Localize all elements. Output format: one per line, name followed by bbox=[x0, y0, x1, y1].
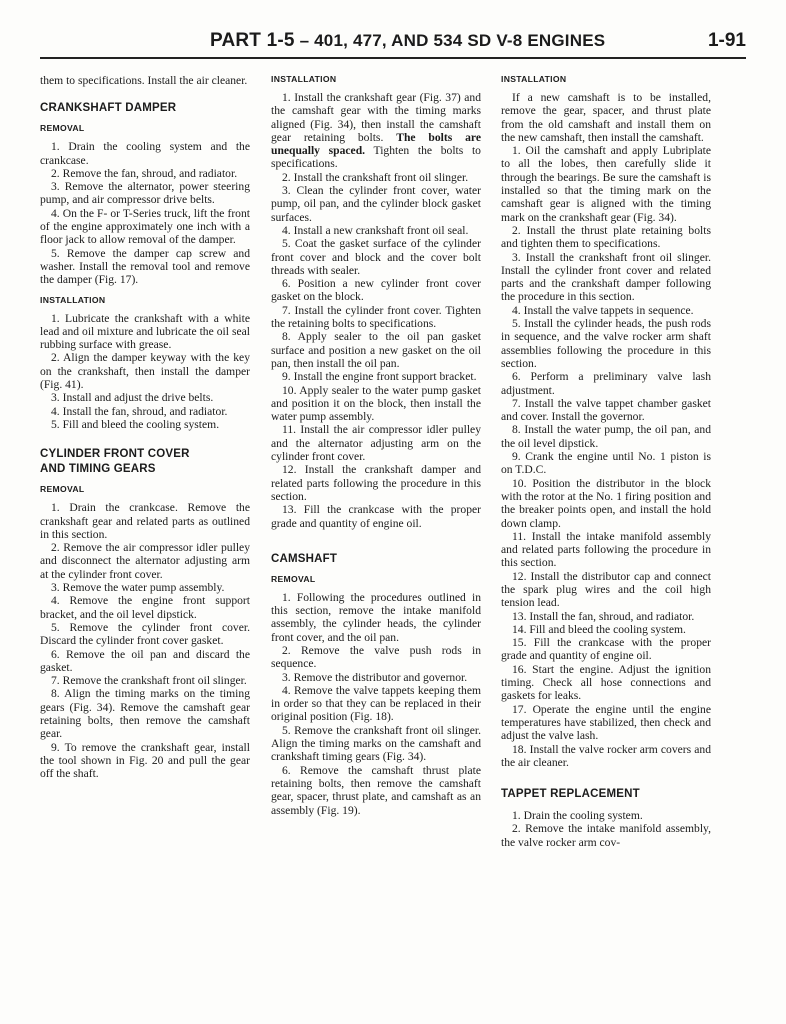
step: 12. Install the distributor cap and connect the spark plug wires and the coil high tension lead. bbox=[501, 569, 711, 610]
step: 3. Install the crankshaft front oil slinger. Install the cylinder front cover and related parts and the crankshaft damper following the procedure in this section. bbox=[501, 250, 711, 304]
section-title-line: AND TIMING GEARS bbox=[40, 463, 156, 476]
step: 5. Fill and bleed the cooling system. bbox=[51, 417, 220, 431]
step: 3. Install and adjust the drive belts. bbox=[51, 391, 214, 405]
step: 3. Remove the alternator, power steering pump, and air compressor drive belts. bbox=[40, 180, 250, 207]
step: 5. Remove the cylinder front cover. Discard the cylinder front cover gasket. bbox=[40, 620, 250, 648]
step: 1. Following the procedures outlined in this section, remove the intake manifold assembly, the cylinder heads, the cylinder front cover, and the oil pan. bbox=[271, 590, 481, 644]
step: 11. Install the air compressor idler pulley and the alternator adjusting arm on the cylinder front cover. bbox=[271, 423, 481, 464]
step: 8. Align the timing marks on the timing gears (Fig. 34). Remove the camshaft gear retaining bolts, then remove the camshaft gear. bbox=[40, 687, 250, 741]
step: 1. Oil the camshaft and apply Lubriplate to all the lobes, then carefully slide it through the bearings. Be sure the camshaft is installed so that the timing mark on the camshaft gear is aligned with the timing mark on the crankshaft gear (Fig. 34). bbox=[501, 144, 711, 224]
step: 1. Drain the crankcase. Remove the crankshaft gear and related parts as outlined in this section. bbox=[40, 501, 250, 541]
step: 3. Remove the distributor and governor. bbox=[282, 670, 468, 684]
paragraph: them to specifications. Install the air cleaner. bbox=[40, 74, 248, 87]
column-1 bbox=[40, 74, 250, 780]
paragraph: If a new camshaft is to be installed, remove the gear, spacer, and thrust plate from the old camshaft and install them on the new camshaft, then install the camshaft. bbox=[501, 91, 711, 144]
step: 6. Remove the oil pan and discard the gasket. bbox=[40, 647, 250, 674]
step: 15. Fill the crankcase with the proper grade and quantity of engine oil. bbox=[501, 636, 711, 663]
header-part: PART 1-5 bbox=[210, 30, 295, 51]
step: 1. Drain the cooling system and the crankcase. bbox=[40, 140, 250, 167]
subsection-removal: REMOVAL bbox=[40, 123, 85, 134]
step: 10. Position the distributor in the block with the rotor at the No. 1 firing position and the breaker points open, and install the hold down clamp. bbox=[501, 476, 711, 530]
step: 3. Remove the water pump assembly. bbox=[51, 581, 225, 595]
step: 2. Align the damper keyway with the key on the crankshaft, then install the damper (Fig. 41). bbox=[40, 351, 250, 392]
section-title-camshaft: CAMSHAFT bbox=[271, 552, 338, 565]
step: 6. Remove the camshaft thrust plate retaining bolts, then remove the camshaft gear, spacer, thrust plate, and camshaft as an assembly (Fig. 19). bbox=[271, 763, 481, 817]
step-text: 1. Install the crankshaft gear (Fig. 37) and the camshaft gear with the timing marks aligned (Fig. 34), then install the camshaft gear retaining bolts. bbox=[271, 91, 481, 144]
step: 13. Install the fan, shroud, and radiator. bbox=[512, 609, 695, 623]
step: 1. Lubricate the crankshaft with a white lead and oil mixture and lubricate the oil seal rubbing surface with grease. bbox=[40, 311, 250, 352]
step: 8. Install the water pump, the oil pan, and the oil level dipstick. bbox=[501, 423, 711, 450]
subsection-installation: INSTALLATION bbox=[501, 74, 567, 84]
section-title-line: CYLINDER FRONT COVER bbox=[40, 448, 190, 461]
column-3 bbox=[501, 74, 711, 849]
step: 6. Perform a preliminary valve lash adjustment. bbox=[501, 370, 711, 397]
step: 4. Install the valve tappets in sequence. bbox=[512, 303, 694, 317]
step: 5. Remove the damper cap screw and washer. Install the removal tool and remove the damper (Fig. 17). bbox=[40, 246, 250, 287]
step: 13. Fill the crankcase with the proper grade and quantity of engine oil. bbox=[271, 503, 481, 530]
step: 2. Remove the fan, shroud, and radiator. bbox=[51, 166, 238, 180]
subsection-removal: REMOVAL bbox=[40, 484, 85, 495]
step: 9. To remove the crankshaft gear, install the tool shown in Fig. 20 and pull the gear off the shaft. bbox=[40, 740, 250, 781]
header-rule bbox=[40, 57, 746, 59]
step: 6. Position a new cylinder front cover gasket on the block. bbox=[271, 277, 481, 304]
subsection-removal: REMOVAL bbox=[271, 573, 316, 584]
step: 5. Install the cylinder heads, the push rods in sequence, and the valve rocker arm shaft assemblies following the procedure in this section. bbox=[501, 317, 711, 370]
step: 5. Coat the gasket surface of the cylinder front cover and block and the cover bolt threads with sealer. bbox=[271, 237, 481, 277]
step: 2. Remove the air compressor idler pulley and disconnect the alternator adjusting arm at the cylinder front cover. bbox=[40, 541, 250, 581]
page-number: 1-91 bbox=[707, 30, 746, 51]
step: 2. Remove the valve push rods in sequence. bbox=[271, 643, 481, 671]
step bbox=[271, 91, 481, 171]
step-text: Tighten the bolts to specifications. bbox=[271, 144, 481, 171]
step: 12. Install the crankshaft damper and related parts following the procedure in this section. bbox=[271, 463, 481, 503]
step: 10. Apply sealer to the water pump gasket and position it on the block, then install the water pump assembly. bbox=[271, 383, 481, 424]
page-header bbox=[40, 30, 746, 54]
step: 17. Operate the engine until the engine temperatures have stabilized, then check and adjust the valve lash. bbox=[501, 702, 711, 743]
step: 7. Remove the crankshaft front oil slinger. bbox=[51, 674, 247, 688]
step: 7. Install the cylinder front cover. Tighten the retaining bolts to specifications. bbox=[271, 303, 481, 331]
step: 8. Apply sealer to the oil pan gasket surface and position a new gasket on the oil pan, then install the oil pan. bbox=[271, 330, 481, 370]
header-title bbox=[210, 30, 605, 52]
step: 4. On the F- or T-Series truck, lift the front of the engine approximately one inch with a floor jack to allow removal of the damper. bbox=[40, 206, 250, 247]
step: 16. Start the engine. Adjust the ignition timing. Check all hose connections and gaskets for leaks. bbox=[501, 662, 711, 703]
step: 5. Remove the crankshaft front oil slinger. Align the timing marks on the camshaft and crankshaft timing gears (Fig. 34). bbox=[271, 723, 481, 764]
step: 4. Install the fan, shroud, and radiator. bbox=[51, 404, 228, 418]
step: 4. Install a new crankshaft front oil seal. bbox=[282, 223, 469, 237]
step: 18. Install the valve rocker arm covers and the air cleaner. bbox=[501, 742, 711, 769]
step: 7. Install the valve tappet chamber gasket and cover. Install the governor. bbox=[501, 396, 711, 424]
step: 2. Install the thrust plate retaining bolts and tighten them to specifications. bbox=[501, 223, 711, 251]
step: 14. Fill and bleed the cooling system. bbox=[512, 622, 686, 636]
subsection-installation: INSTALLATION bbox=[271, 74, 337, 84]
header-subtitle: – 401, 477, AND 534 SD V-8 ENGINES bbox=[294, 31, 606, 50]
step: 9. Install the engine front support bracket. bbox=[282, 370, 477, 384]
step: 4. Remove the valve tappets keeping them in order so that they can be replaced in their original position (Fig. 18). bbox=[271, 683, 481, 724]
section-title-crankshaft-damper: CRANKSHAFT DAMPER bbox=[40, 102, 177, 115]
step: 1. Drain the cooling system. bbox=[512, 809, 643, 823]
column-2 bbox=[271, 74, 481, 817]
subsection-installation: INSTALLATION bbox=[40, 294, 106, 305]
step: 4. Remove the engine front support bracket, and the oil level dipstick. bbox=[40, 594, 250, 621]
section-title-cylinder-front-cover bbox=[40, 447, 250, 477]
step-emphasis: The bolts are unequally spaced. bbox=[271, 130, 481, 158]
step: 11. Install the intake manifold assembly and related parts following the procedure in this section. bbox=[501, 529, 711, 570]
step: 3. Clean the cylinder front cover, water pump, oil pan, and the cylinder block gasket surfaces. bbox=[271, 184, 481, 224]
section-title-tappet-replacement: TAPPET REPLACEMENT bbox=[501, 788, 640, 801]
step: 2. Remove the intake manifold assembly, the valve rocker arm cov- bbox=[501, 822, 711, 849]
step: 2. Install the crankshaft front oil slinger. bbox=[282, 170, 469, 184]
step: 9. Crank the engine until No. 1 piston is on T.D.C. bbox=[501, 450, 711, 477]
